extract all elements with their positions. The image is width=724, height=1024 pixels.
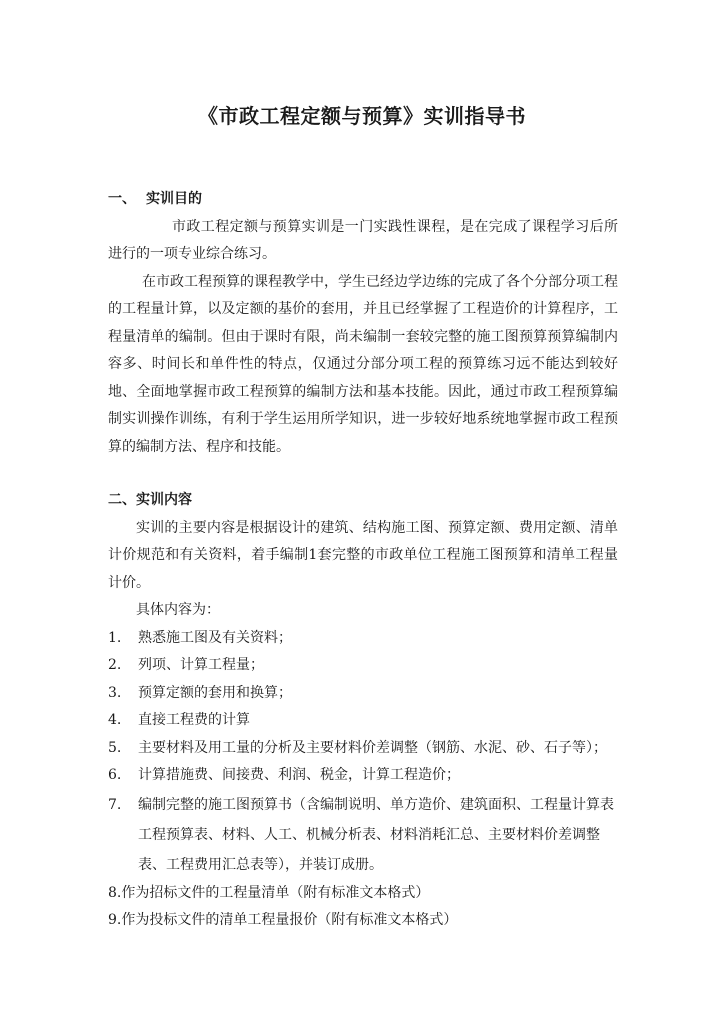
list-marker: 5.	[108, 739, 122, 756]
purpose-paragraph-2: 在市政工程预算的课程教学中，学生已经边学边练的完成了各个分部分项工程的工程量计算，以及定额的基价的套用，并且已经掌握了工程造价的计算程序，工程量清单的编制。但由于课时有限，尚未编制一套较完整的施工图预算预算编制内容多、时间长和单件性的特点，仅通过分部分项工程的预算练习远不能达到较好地、全面地掌握市政工程预算的编制方法和基本技能。因此，通过市政工程预算编制实训操作训练，有利于学生运用所学知识，进一步较好地系统地掌握市政工程预算的编制方法、程序和技能。	[108, 273, 618, 455]
list-item-text: 直接工程费的计算	[138, 712, 250, 728]
list-item	[108, 790, 618, 880]
list-item-text: 计算措施费、间接费、利润、税金，计算工程造价；	[138, 767, 460, 783]
document-body	[108, 186, 618, 935]
list-item-text: 预算定额的套用和换算；	[138, 684, 292, 701]
document-title: 《市政工程定额与预算》实训指导书	[198, 104, 526, 128]
section-heading-content: 二、实训内容	[108, 492, 192, 508]
list-marker: 4.	[108, 712, 122, 728]
content-paragraph: 实训的主要内容是根据设计的建筑、结构施工图、预算定额、费用定额、清单计价规范和有关资料，着手编制1套完整的市政单位工程施工图预算和清单工程量计价。	[108, 519, 618, 591]
content-list	[108, 625, 618, 880]
list-marker: 6.	[108, 767, 122, 783]
list-item	[108, 735, 618, 763]
section-gap	[108, 461, 618, 487]
list-item	[108, 707, 618, 735]
list-item	[108, 652, 618, 680]
list-item-text: 熟悉施工图及有关资料；	[138, 629, 292, 646]
extra-item-8: 8.作为招标文件的工程量清单（附有标准文本格式）	[108, 884, 430, 901]
list-marker: 2.	[108, 657, 122, 673]
section-number: 一、	[108, 191, 136, 207]
list-item-text: 列项、计算工程量；	[138, 657, 264, 673]
purpose-paragraph-1: 市政工程定额与预算实训是一门实践性课程，是在完成了课程学习后所进行的一项专业综合练习。	[108, 218, 618, 262]
section-title: 实训目的	[146, 191, 202, 207]
content-intro: 具体内容为：	[136, 602, 220, 618]
list-marker: 1.	[108, 629, 122, 646]
list-item-text: 编制完整的施工图预算书（含编制说明、单方造价、建筑面积、工程量计算表工程预算表、材料、人工、机械分析表、材料消耗汇总、主要材料价差调整表、工程费用汇总表等），并装订成册。	[138, 796, 614, 873]
list-item-text: 主要材料及用工量的分析及主要材料价差调整（钢筋、水泥、砂、石子等）；	[138, 739, 607, 756]
extra-item-9: 9.作为投标文件的清单工程量报价（附有标准文本格式）	[108, 912, 458, 928]
list-item	[108, 625, 618, 653]
list-marker: 3.	[108, 684, 122, 701]
list-item	[108, 680, 618, 708]
list-item	[108, 762, 618, 790]
section-heading-purpose	[108, 186, 618, 214]
list-marker: 7.	[108, 796, 122, 813]
